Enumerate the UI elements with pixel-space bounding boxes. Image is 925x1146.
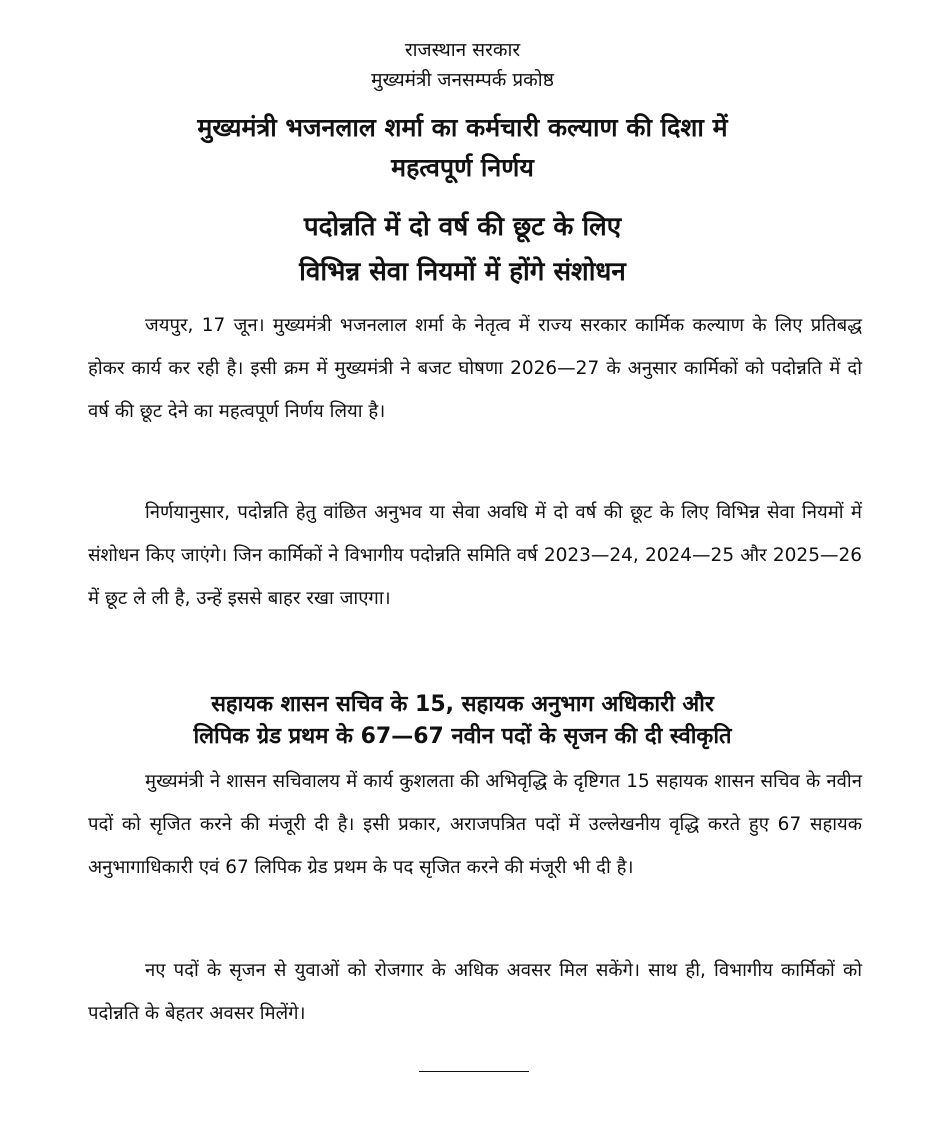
body-paragraph-1: जयपुर, 17 जून। मुख्यमंत्री भजनलाल शर्मा के नेतृत्व में राज्य सरकार कार्मिक कल्याण के लिए प्रतिबद्ध होकर कार्य कर रही है। इसी क्रम में मुख्यमंत्री ने बजट घोषणा 2026—27 के अनुसार कार्मिकों को पदोन्नति में दो वर्ष की छूट देने का महत्वपूर्ण निर्णय लिया है।	[88, 315, 862, 422]
subheadline-line-1: पदोन्नति में दो वर्ष की छूट के लिए	[303, 212, 622, 242]
section-heading-line-2: लिपिक ग्रेड प्रथम के 67—67 नवीन पदों के सृजन की दी स्वीकृति	[193, 724, 732, 749]
section-heading-line-1: सहायक शासन सचिव के 15, सहायक अनुभाग अधिकारी और	[211, 692, 714, 717]
headline-line-1: मुख्यमंत्री भजनलाल शर्मा का कर्मचारी कल्याण की दिशा में	[197, 113, 728, 142]
section-paragraph-1: मुख्यमंत्री ने शासन सचिवालय में कार्य कुशलता की अभिवृद्धि के दृष्टिगत 15 सहायक शासन सचिव के नवीन पदों को सृजित करने की मंजूरी दी है। इसी प्रकार, अराजपत्रित पदों में उल्लेखनीय वृद्धि करते हुए 67 सहायक अनुभागाधिकारी एवं 67 लिपिक ग्रेड प्रथम के पद सृजित करने की मंजूरी भी दी है।	[88, 771, 862, 878]
government-name: राजस्थान सरकार	[404, 39, 521, 61]
end-divider	[419, 1071, 529, 1072]
department-name: मुख्यमंत्री जनसम्पर्क प्रकोष्ठ	[371, 69, 554, 91]
subheadline-line-2: विभिन्न सेवा नियमों में होंगे संशोधन	[299, 257, 626, 287]
headline-line-2: महत्वपूर्ण निर्णय	[391, 153, 534, 182]
section-paragraph-2: नए पदों के सृजन से युवाओं को रोजगार के अधिक अवसर मिल सकेंगे। साथ ही, विभागीय कार्मिकों को पदोन्नति के बेहतर अवसर मिलेंगे।	[88, 960, 862, 1024]
body-paragraph-2: निर्णयानुसार, पदोन्नति हेतु वांछित अनुभव या सेवा अवधि में दो वर्ष की छूट के लिए विभिन्न सेवा नियमों में संशोधन किए जाएंगे। जिन कार्मिकों ने विभागीय पदोन्नति समिति वर्ष 2023—24, 2024—25 और 2025—26 में छूट ले ली है, उन्हें इससे बाहर रखा जाएगा।	[88, 502, 862, 609]
